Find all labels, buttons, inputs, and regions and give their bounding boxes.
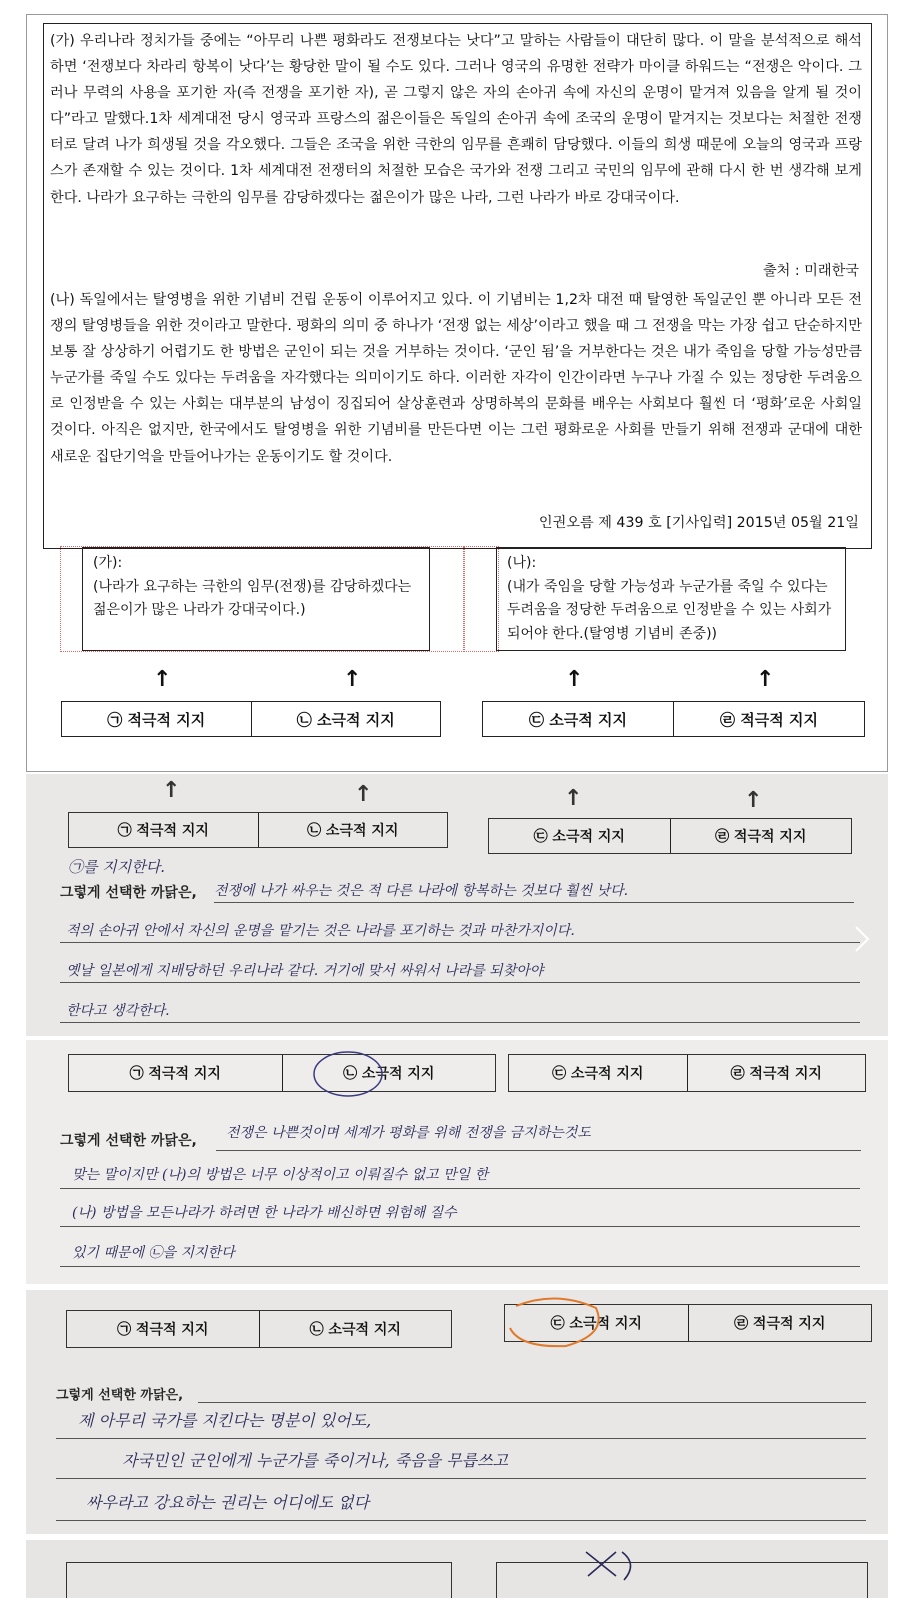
arrow-up-icon: ↑ [564,786,583,811]
handwriting-line: (나) 방법을 모든나라가 하려면 한 나라가 배신하면 위험해 질수 [72,1205,457,1221]
photo1-option-c: ㉢ 소극적 지지 [533,829,625,845]
arrow-up-icon: ↑ [354,782,373,807]
passage-na-source: 인권오름 제 439 호 [기사입력] 2015년 05월 21일 [538,515,859,531]
photo2-option-a: ㉠ 적극적 지지 [129,1066,221,1082]
next-chevron-icon[interactable] [852,924,872,954]
worksheet-panel [26,14,888,772]
x-mark-icon [576,1544,656,1584]
photo2-options-left [68,1054,496,1092]
options-left-row [61,701,441,737]
handwriting-line: 한다고 생각한다. [66,1003,170,1019]
handwriting-line: 옛날 일본에게 지배당하던 우리나라 같다. 거기에 맞서 싸워서 나라를 되찾아야 [66,963,544,979]
reading-passage-box [43,23,872,549]
ruled-line [60,1266,860,1267]
photo2-options-right [508,1054,866,1092]
option-d[interactable]: ㉣ 적극적 지지 [673,702,864,736]
photo3-options-left [66,1310,452,1348]
photo1-option-b: ㉡ 소극적 지지 [258,813,448,847]
arrow-up-icon: ↑ [744,788,763,813]
passage-ga: (가) 우리나라 정치가들 중에는 “아무리 나쁜 평화라도 전쟁보다는 낫다”고 말하는 사람들이 대단히 많다. 이 말을 분석적으로 해석하면 ‘전쟁보다 차라리 항복이 낫다’는 황당한 말이 될 수도 있다. 그러나 영국의 유명한 전략가 마이클 하워드는 “전쟁은 악이다. 그러나 무력의 사용을 포기한 자(즉 전쟁을 포기한 자), 곧 그렇지 않은 자의 손아귀 속에 자신의 운명이 맡겨져 있음을 알게 될 것이다”라고 말했다.1차 세계대전 당시 영국과 프랑스의 젊은이들은 독일의 손아귀 속에 조국의 운명이 맡겨지는 것보다는 처절한 전쟁터로 달려 나가 희생될 것을 각오했다. 그들은 조국을 위한 극한의 임무를 흔쾌히 담당했다. 이들의 희생 때문에 오늘의 영국과 프랑스가 존재할 수 있는 것이다. 1차 세계대전 전쟁터의 처절한 모습은 국가와 전쟁 그리고 국민의 임무에 관해 다시 한 번 생각해 보게 한다. 나라가 요구하는 극한의 임무를 감당하겠다는 젊은이가 많은 나라, 그런 나라가 바로 강대국이다. [50,33,862,206]
ruled-line [198,1402,866,1403]
handwriting-line: 전쟁은 나쁜것이며 세계가 평화를 위해 전쟁을 금지하는것도 [226,1125,591,1141]
photo1-option-d: ㉣ 적극적 지지 [670,819,852,853]
handwriting-line: 제 아무리 국가를 지킨다는 명분이 있어도, [78,1411,372,1430]
ruled-line [60,1022,860,1023]
ruled-line [56,1478,866,1479]
handwriting-line: 싸우라고 강요하는 권리는 어디에도 없다 [86,1493,370,1512]
arrow-up-icon: ↑ [343,667,362,692]
photo1-options-left [68,812,448,848]
dotted-guide-mid [464,546,499,652]
passage-ga-source: 출처 : 미래한국 [762,263,859,279]
answer-photo-4-partial [26,1540,888,1598]
options-right-row [482,701,865,737]
answer-photo-3 [26,1290,888,1534]
photo3-option-c: ㉢ 소극적 지지 [550,1316,642,1332]
photo2-option-c: ㉢ 소극적 지지 [552,1066,644,1082]
photo3-option-b: ㉡ 소극적 지지 [259,1311,452,1347]
ruled-line [60,1226,860,1227]
summary-na-box [496,547,846,651]
ruled-line [214,902,854,903]
photo2-option-d: ㉣ 적극적 지지 [687,1055,866,1091]
arrow-up-icon: ↑ [162,778,181,803]
ruled-line [56,1520,866,1521]
passage-na: (나) 독일에서는 탈영병을 위한 기념비 건립 운동이 이루어지고 있다. 이 기념비는 1,2차 대전 때 탈영한 독일군인 뿐 아니라 모든 전쟁의 탈영병들을 위한 것이라고 말한다. 평화의 의미 중 하나가 ‘전쟁 없는 세상’이라고 했을 때 그 전쟁을 막는 가장 쉽고 단순하지만 보통 잘 상상하기 어렵기도 한 방법은 군인이 되는 것을 거부하는 것이다. ‘군인 됨’을 거부한다는 것은 내가 죽임을 당할 가능성만큼 누군가를 죽일 수도 있다는 두려움을 자각했다는 의미이기도 하다. 이러한 자각이 인간이라면 누구나 가질 수 있는 정당한 두려움으로 인정받을 수 있는 사회는 대부분의 남성이 징집되어 살상훈련과 상명하복의 문화를 배우는 사회보다 훨씬 더 ‘평화’로운 사회일 것이다. 아직은 없지만, 한국에서도 탈영병을 위한 기념비를 만든다면 이는 그런 평화로운 사회를 만들기 위해 전쟁과 군대에 대한 새로운 집단기억을 만들어나가는 운동이기도 할 것이다. [50,292,862,465]
ruled-line [60,942,860,943]
summary-ga-title: (가): [93,555,123,571]
option-a[interactable]: ㉠ 적극적 지지 [107,710,206,729]
arrow-up-icon: ↑ [565,667,584,692]
handwriting-line: ㉠를 지지한다. [68,858,165,876]
summary-ga-text: (나라가 요구하는 극한의 임무(전쟁)를 감당하겠다는 젊은이가 많은 나라가 강대국이다.) [93,578,412,619]
arrow-up-icon: ↑ [153,667,172,692]
photo4-options-left [66,1562,452,1598]
handwriting-line: 있기 때문에 ㉡을 지지한다 [72,1245,235,1261]
ruled-line [60,982,860,983]
answer-photo-1 [26,774,888,1036]
ruled-line [60,1188,860,1189]
ruled-line [56,1438,866,1439]
summary-na-text: (내가 죽임을 당할 가능성과 누군가를 죽일 수 있다는 두려움을 정당한 두려움으로 인정받을 수 있는 사회가 되어야 한다.(탈영병 기념비 존중)) [507,578,832,642]
handwriting-line: 맞는 말이지만 (나)의 방법은 너무 이상적이고 이뤄질수 없고 만일 한 [72,1167,489,1183]
photo4-options-right [496,1562,868,1598]
summary-ga-box [82,547,430,651]
option-b[interactable]: ㉡ 소극적 지지 [251,702,441,736]
ruled-line [216,1150,861,1151]
handwriting-line: 적의 손아귀 안에서 자신의 운명을 맡기는 것은 나라를 포기하는 것과 마찬가지이다. [66,923,575,939]
circle-mark-icon [496,1294,616,1354]
option-c[interactable]: ㉢ 소극적 지지 [529,710,627,729]
reason-prompt: 그렇게 선택한 까닭은, [56,1388,184,1403]
answer-photo-2 [26,1040,888,1284]
handwriting-line: 자국민인 군인에게 누군가를 죽이거나, 죽음을 무릅쓰고 [122,1451,509,1470]
circle-mark-icon [310,1046,390,1100]
handwriting-line: 전쟁에 나가 싸우는 것은 적 다른 나라에 항복하는 것보다 훨씬 낫다. [214,883,629,899]
photo1-option-a: ㉠ 적극적 지지 [117,823,209,839]
photo2-option-b: ㉡ 소극적 지지 [282,1055,496,1091]
photo1-options-right [488,818,852,854]
reason-prompt: 그렇게 선택한 까닭은, [60,1133,197,1149]
arrow-up-icon: ↑ [756,667,775,692]
summary-na-title: (나): [507,555,537,571]
photo3-option-d: ㉣ 적극적 지지 [688,1305,872,1341]
photo3-option-a: ㉠ 적극적 지지 [117,1322,209,1338]
reason-prompt: 그렇게 선택한 까닭은, [60,885,197,901]
